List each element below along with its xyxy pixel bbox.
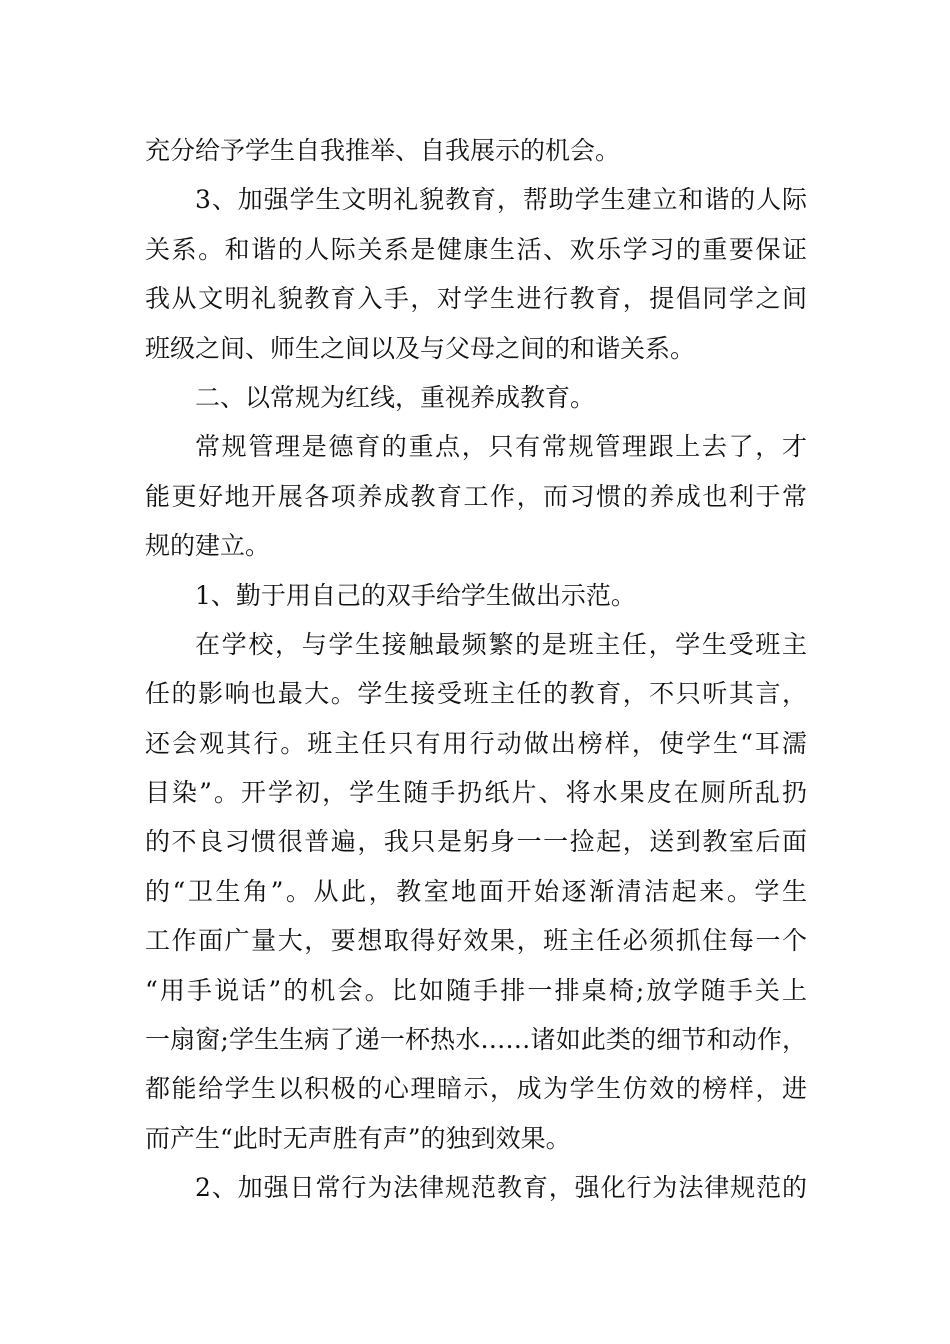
text-line: 的不良习惯很普遍，我只是躬身一一捡起，送到教室后面 [145, 827, 807, 857]
text-line: 还会观其行。班主任只有用行动做出榜样，使学生“耳濡 [145, 728, 807, 758]
text-line: 3、加强学生文明礼貌教育，帮助学生建立和谐的人际 [195, 185, 807, 215]
text-line: 规的建立。 [145, 531, 271, 561]
text-line: 工作面广量大，要想取得好效果，班主任必须抓住每一个 [145, 926, 807, 956]
text-line: 能更好地开展各项养成教育工作，而习惯的养成也利于常 [145, 481, 807, 511]
subsection-heading: 1、勤于用自己的双手给学生做出示范。 [195, 580, 636, 610]
text-line: 常规管理是德育的重点，只有常规管理跟上去了，才 [195, 432, 807, 462]
text-line: 任的影响也最大。学生接受班主任的教育，不只听其言， [145, 679, 807, 709]
text-line: 我从文明礼貌教育入手，对学生进行教育，提倡同学之间 [145, 284, 807, 314]
text-line: 在学校，与学生接触最频繁的是班主任，学生受班主 [195, 629, 807, 659]
text-line: 一扇窗;学生生病了递一杯热水……诸如此类的细节和动作， [145, 1025, 807, 1055]
section-heading: 二、以常规为红线，重视养成教育。 [195, 382, 596, 412]
document-body [145, 126, 807, 1213]
text-line: 的“卫生角”。从此，教室地面开始逐渐清洁起来。学生 [145, 876, 807, 906]
text-line: 而产生“此时无声胜有声”的独到效果。 [145, 1123, 571, 1153]
text-line: 充分给予学生自我推举、自我展示的机会。 [145, 136, 621, 165]
text-line: 2、加强日常行为法律规范教育，强化行为法律规范的 [195, 1173, 807, 1203]
text-line: 关系。和谐的人际关系是健康生活、欢乐学习的重要保证 [145, 234, 807, 264]
text-line: 班级之间、师生之间以及与父母之间的和谐关系。 [145, 333, 696, 363]
text-line: 都能给学生以积极的心理暗示，成为学生仿效的榜样，进 [145, 1074, 807, 1104]
text-line: 目染”。开学初，学生随手扔纸片、将水果皮在厕所乱扔 [145, 778, 807, 808]
text-line: “用手说话”的机会。比如随手排一排桌椅;放学随手关上 [145, 975, 807, 1005]
